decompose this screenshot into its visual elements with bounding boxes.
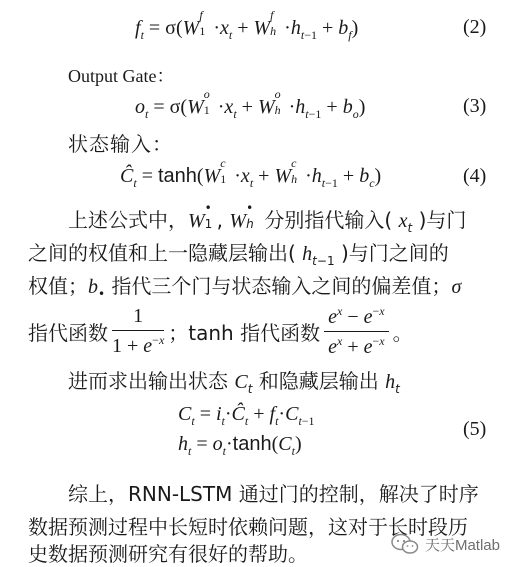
equation-5-line-1: $C_t$ = $i_t\cdot Ĉ_t + f_t\cdot C_{t-1}$ (178, 403, 315, 428)
w1-h-symbols: W (188, 210, 205, 232)
state-input-label: 状态输入： (68, 132, 173, 156)
p1-l3-prefix: 权值； (28, 274, 88, 298)
equation-2-number: (2) (463, 16, 487, 38)
paragraph-1-line-4 (28, 304, 413, 359)
tanh-fraction: $\frac{e^x - e^{-x}}{e^x + e^{-x}}$ (324, 304, 389, 359)
paragraph-3-line-3: 史数据预测研究有很好的帮助。 (28, 542, 308, 566)
equation-5-number: (5) (463, 418, 487, 440)
watermark-text: 天天Matlab (424, 536, 500, 554)
equation-5-line-2: $h_t = o_t\cdot\tanh(C_t)$ (178, 433, 302, 458)
p1-l4-prefix: 指代函数 (28, 321, 108, 345)
paragraph-3-line-1: 综上，RNN-LSTM 通过门的控制，解决了时序 (68, 482, 479, 506)
equation-3: $o_t = \sigma(W$ o 1 $\cdot x_t + W$ o h $\cdot h_{t-1} + b_o$) (135, 87, 366, 121)
paragraph-3-line-2: 数据预测过程中长短时依赖问题，这对于长时段历 (28, 515, 468, 539)
p1-l3-mid: 指代三个门与状态输入之间的偏差值； (111, 274, 452, 298)
p1-l1-mid: 分别指代输入( (264, 208, 393, 232)
output-gate-label: Output Gate： (68, 66, 175, 86)
paragraph-2-line-1: 进而求出输出状态 $C_t$ 和隐藏层输出 $h_t$ (68, 369, 400, 396)
p1-l4-end: 。 (392, 321, 413, 345)
p1-l1-prefix: 上述公式中， (68, 208, 188, 232)
equation-3-number: (3) (463, 95, 487, 117)
p1-l2-end: )与门之间的 (340, 241, 449, 265)
wechat-icon (391, 533, 419, 555)
paragraph-1-line-2: 之间的权值和上一隐藏层输出( $h_{t-1}$ )与门之间的 (28, 241, 449, 268)
equation-4: $Ĉ_t = \tanh(W$ c 1 $\cdot x_t + W$ c h $\cdot h_{t-1} + b_c$) (120, 156, 382, 190)
tanh-word: tanh (157, 165, 197, 187)
sigmoid-fraction: $\frac{1}{1 + e^{-x}}$ (112, 305, 165, 357)
p1-l1-end: )与门 (418, 208, 467, 232)
paragraph-1-line-3: 权值；$b_•$ 指代三个门与状态输入之间的偏差值；σ (28, 274, 462, 301)
paragraph-1-line-1: 上述公式中，W • 1 , W • h 分别指代输入( $x_t$ )与门 (68, 201, 467, 235)
watermark (391, 533, 500, 555)
equation-4-number: (4) (463, 165, 487, 187)
p2-l1-prefix: 进而求出输出状态 (68, 369, 228, 393)
p1-l4-mid: ；tanh 指代函数 (168, 321, 321, 345)
p2-l1-mid: 和隐藏层输出 (258, 369, 379, 393)
p1-l2-prefix: 之间的权值和上一隐藏层输出( (28, 241, 296, 265)
equation-2: $f_t = \sigma(W$ f 1 $\cdot x_t + W$ f h $\cdot h_{t-1} + b_f$) (135, 8, 359, 42)
